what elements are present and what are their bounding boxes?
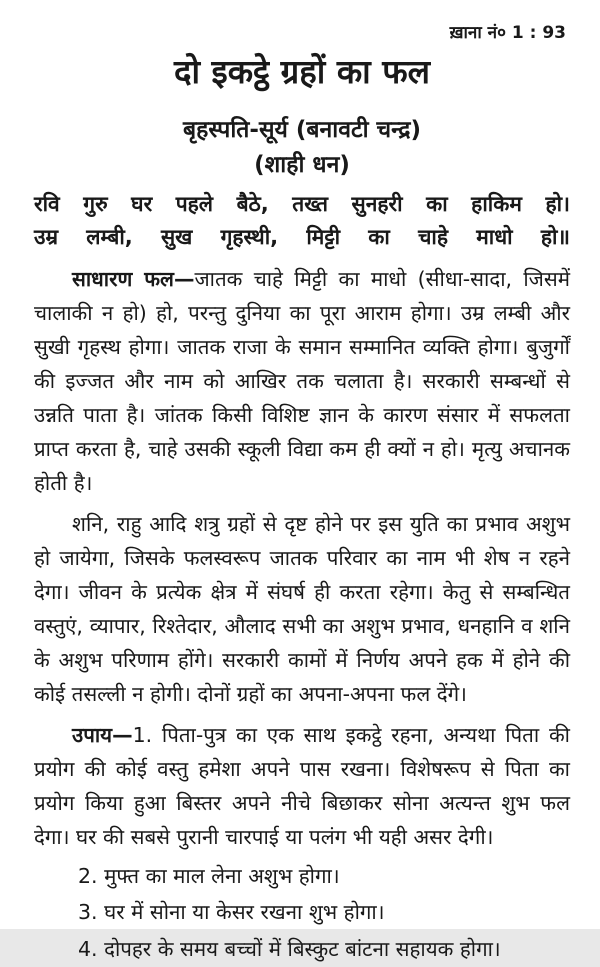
remedy-item-2: 2. मुफ्त का माल लेना अशुभ होगा। [78,863,340,888]
paragraph-lead-dash: — [112,722,133,747]
page-title: दो इकट्ठे ग्रहों का फल [173,52,431,91]
paragraph-lead: उपाय [72,722,113,747]
remedy-item-3: 3. घर में सोना या केसर रखना शुभ होगा। [78,900,385,925]
paragraph-lead: साधारण फल [72,266,174,291]
verse-couplet [34,188,570,254]
paragraph-remedy-intro [34,718,570,854]
section-subtitle: बृहस्पति-सूर्य (बनावटी चन्द्र) [182,117,421,144]
paragraph-lead-dash: — [173,266,195,291]
paragraph-general-result [34,262,570,500]
remedies-list [34,858,570,967]
remedy-item-4: 4. दोपहर के समय बच्चों में बिस्कुट बांटना सहायक होगा। [78,936,501,961]
verse-line-2: उम्र लम्बी, सुख गृहस्थी, मिट्टी का चाहे माधो हो॥ [34,225,570,250]
section-subtitle-note: (शाही धन) [254,152,350,179]
paragraph-body: शनि, राहु आदि शत्रु ग्रहों से दृष्ट होने पर इस युति का प्रभाव अशुभ हो जायेगा, जिसके फलस्वरूप जातक परिवार का नाम भी शेष न रहने देगा। जीवन के प्रत्येक क्षेत्र में संघर्ष ही करता रहेगा। केतु से सम्बन्धित वस्तुएं, व्यापार, रिश्तेदार, औलाद सभी का अशुभ प्रभाव, धनहानि व शनि के अशुभ परिणाम होंगे। सरकारी कामों में निर्णय अपने हक में होने की कोई तसल्ली न होगी। दोनों ग्रहों का अपना-अपना फल देंगे। [34,511,570,706]
paragraph-body: जातक चाहे मिट्टी का माधो (सीधा-सादा, जिसमें चालाकी न हो) हो, परन्तु दुनिया का पूरा आराम होगा। उम्र लम्बी और सुखी गृहस्थ होगा। जातक राजा के समान सम्मानित व्यक्ति होगा। बुजुर्गों की इज्जत और नाम को आखिर तक चलाता है। सरकारी सम्बन्धों से उन्नति पाता है। जांतक किसी विशिष्ट ज्ञान के कारण संसार में सफलता प्राप्त करता है, चाहे उसकी स्कूली विद्या कम ही क्यों न हो। मृत्यु अचानक होती है। [34,266,570,495]
folio-number: ख़ाना नं० 1 : 93 [449,23,566,43]
paragraph-affliction [34,507,570,711]
verse-line-1: रवि गुरु घर पहले बैठे, तख्त सुनहरी का हाकिम हो। [34,192,570,217]
paragraph-body: 1. पिता-पुत्र का एक साथ इकट्ठे रहना, अन्यथा पिता की प्रयोग की कोई वस्तु हमेशा अपने पास रखना। विशेषरूप से पिता का प्रयोग किया हुआ बिस्तर अपने नीचे बिछाकर सोना अत्यन्त शुभ फल देगा। घर की सबसे पुरानी चारपाई या पलंग भी यही असर देगी। [34,722,570,849]
